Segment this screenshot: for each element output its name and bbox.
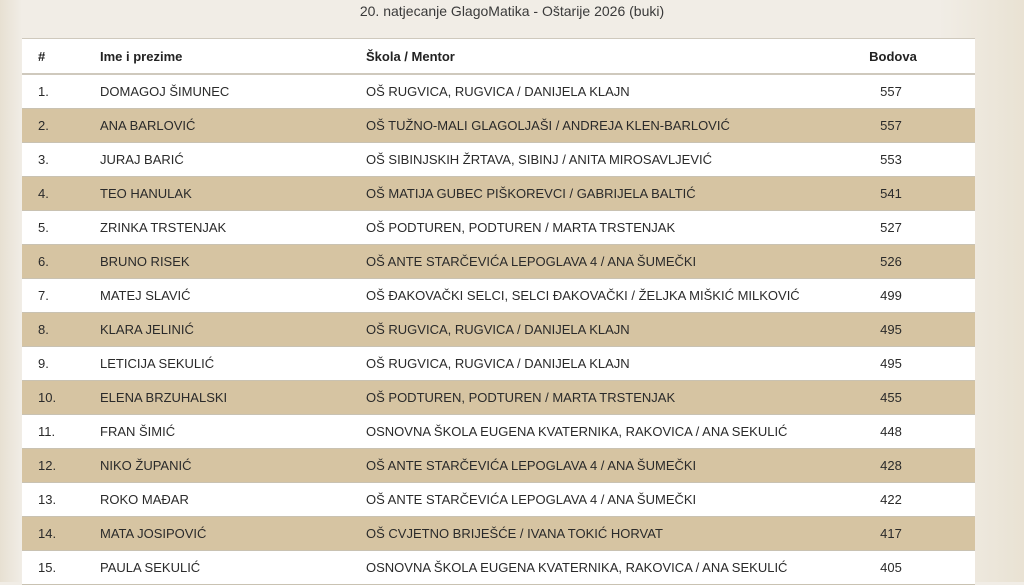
name-cell: JURAJ BARIĆ <box>100 143 366 177</box>
table-row <box>22 177 975 211</box>
points-cell: 557 <box>831 74 975 109</box>
table-row <box>22 279 975 313</box>
rank-cell: 3. <box>22 143 100 177</box>
table-row <box>22 517 975 551</box>
points-cell: 495 <box>831 313 975 347</box>
school-cell: OŠ ANTE STARČEVIĆA LEPOGLAVA 4 / ANA ŠUMEČKI <box>366 245 831 279</box>
rank-cell: 13. <box>22 483 100 517</box>
name-cell: ELENA BRZUHALSKI <box>100 381 366 415</box>
school-cell: OŠ RUGVICA, RUGVICA / DANIJELA KLAJN <box>366 74 831 109</box>
school-cell: OŠ MATIJA GUBEC PIŠKOREVCI / GABRIJELA BALTIĆ <box>366 177 831 211</box>
rank-cell: 2. <box>22 109 100 143</box>
points-cell: 448 <box>831 415 975 449</box>
name-cell: MATEJ SLAVIĆ <box>100 279 366 313</box>
points-cell: 541 <box>831 177 975 211</box>
name-cell: LETICIJA SEKULIĆ <box>100 347 366 381</box>
rank-cell: 6. <box>22 245 100 279</box>
table-row <box>22 415 975 449</box>
school-cell: OŠ CVJETNO BRIJEŠĆE / IVANA TOKIĆ HORVAT <box>366 517 831 551</box>
school-cell: OŠ PODTUREN, PODTUREN / MARTA TRSTENJAK <box>366 381 831 415</box>
rank-cell: 8. <box>22 313 100 347</box>
table-row <box>22 347 975 381</box>
results-table-container <box>22 38 939 585</box>
school-cell: OŠ ĐAKOVAČKI SELCI, SELCI ĐAKOVAČKI / ŽELJKA MIŠKIĆ MILKOVIĆ <box>366 279 831 313</box>
school-cell: OŠ ANTE STARČEVIĆA LEPOGLAVA 4 / ANA ŠUMEČKI <box>366 449 831 483</box>
points-cell: 527 <box>831 211 975 245</box>
school-cell: OŠ SIBINJSKIH ŽRTAVA, SIBINJ / ANITA MIROSAVLJEVIĆ <box>366 143 831 177</box>
name-cell: ROKO MAĐAR <box>100 483 366 517</box>
name-cell: BRUNO RISEK <box>100 245 366 279</box>
table-row <box>22 74 975 109</box>
rank-cell: 15. <box>22 551 100 585</box>
points-cell: 495 <box>831 347 975 381</box>
name-cell: NIKO ŽUPANIĆ <box>100 449 366 483</box>
rank-cell: 7. <box>22 279 100 313</box>
table-body <box>22 74 975 585</box>
page-background-left <box>0 0 22 582</box>
table-row <box>22 245 975 279</box>
rank-cell: 5. <box>22 211 100 245</box>
points-cell: 422 <box>831 483 975 517</box>
results-table <box>22 38 975 585</box>
table-row <box>22 551 975 585</box>
table-row <box>22 483 975 517</box>
name-cell: PAULA SEKULIĆ <box>100 551 366 585</box>
name-cell: DOMAGOJ ŠIMUNEC <box>100 74 366 109</box>
school-cell: OŠ RUGVICA, RUGVICA / DANIJELA KLAJN <box>366 347 831 381</box>
header-name: Ime i prezime <box>100 39 366 75</box>
rank-cell: 11. <box>22 415 100 449</box>
school-cell: OSNOVNA ŠKOLA EUGENA KVATERNIKA, RAKOVICA / ANA SEKULIĆ <box>366 551 831 585</box>
rank-cell: 12. <box>22 449 100 483</box>
points-cell: 557 <box>831 109 975 143</box>
rank-cell: 14. <box>22 517 100 551</box>
name-cell: ANA BARLOVIĆ <box>100 109 366 143</box>
school-cell: OŠ TUŽNO-MALI GLAGOLJAŠI / ANDREJA KLEN-BARLOVIĆ <box>366 109 831 143</box>
points-cell: 405 <box>831 551 975 585</box>
points-cell: 499 <box>831 279 975 313</box>
table-header <box>22 39 975 75</box>
table-row <box>22 381 975 415</box>
points-cell: 455 <box>831 381 975 415</box>
table-row <box>22 109 975 143</box>
table-row <box>22 211 975 245</box>
school-cell: OŠ PODTUREN, PODTUREN / MARTA TRSTENJAK <box>366 211 831 245</box>
school-cell: OŠ RUGVICA, RUGVICA / DANIJELA KLAJN <box>366 313 831 347</box>
name-cell: MATA JOSIPOVIĆ <box>100 517 366 551</box>
school-cell: OŠ ANTE STARČEVIĆA LEPOGLAVA 4 / ANA ŠUMEČKI <box>366 483 831 517</box>
page-title: 20. natjecanje GlagoMatika - Oštarije 2026 (buki) <box>359 3 665 19</box>
table-row <box>22 143 975 177</box>
points-cell: 428 <box>831 449 975 483</box>
name-cell: FRAN ŠIMIĆ <box>100 415 366 449</box>
name-cell: KLARA JELINIĆ <box>100 313 366 347</box>
rank-cell: 10. <box>22 381 100 415</box>
header-row <box>22 39 975 75</box>
table-row <box>22 313 975 347</box>
table-row <box>22 449 975 483</box>
rank-cell: 4. <box>22 177 100 211</box>
header-points: Bodova <box>831 39 975 75</box>
name-cell: ZRINKA TRSTENJAK <box>100 211 366 245</box>
rank-cell: 1. <box>22 74 100 109</box>
points-cell: 417 <box>831 517 975 551</box>
points-cell: 526 <box>831 245 975 279</box>
header-rank: # <box>22 39 100 75</box>
school-cell: OSNOVNA ŠKOLA EUGENA KVATERNIKA, RAKOVICA / ANA SEKULIĆ <box>366 415 831 449</box>
rank-cell: 9. <box>22 347 100 381</box>
name-cell: TEO HANULAK <box>100 177 366 211</box>
header-school: Škola / Mentor <box>366 39 831 75</box>
points-cell: 553 <box>831 143 975 177</box>
